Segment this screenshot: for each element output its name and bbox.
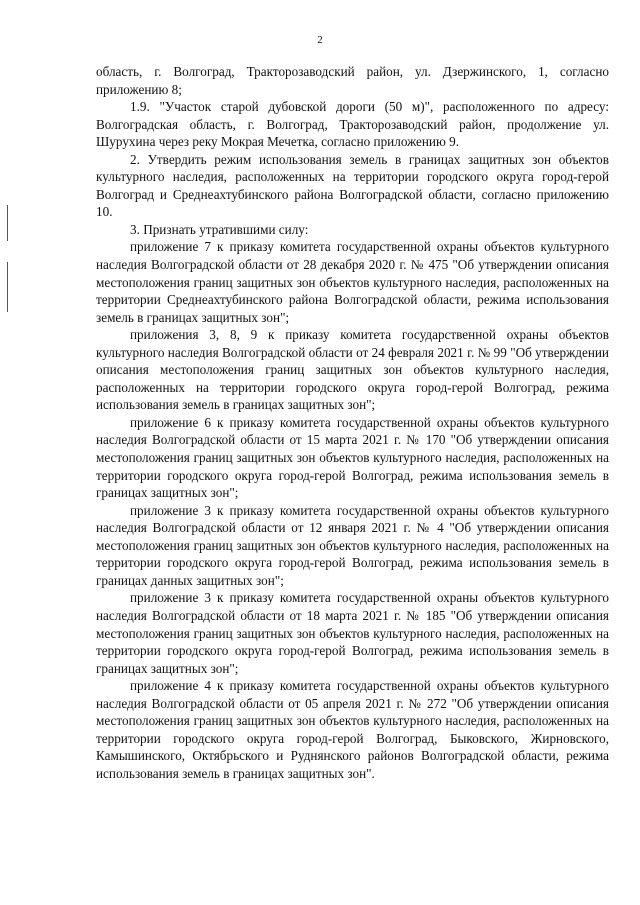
scan-edge-mark bbox=[7, 205, 8, 241]
paragraph-item-3: 3. Признать утратившими силу: bbox=[130, 221, 309, 237]
document-body bbox=[96, 63, 609, 782]
repealed-appendix-4: приложение 3 к приказу комитета государственной охраны объектов культурного наследия Волгоградской области от 12 января 2021 г. № 4 "Об утверждении описания местоположения границ защитных зон объектов культурного наследия, расположенных на территории городского округа город-герой Волгоград, режима использования земель в границах данных защитных зон"; bbox=[96, 502, 609, 588]
paragraph-item-1-9: 1.9. "Участок старой дубовской дороги (50 м)", расположенного по адресу: Волгоградская область, г. Волгоград, Тракторозаводский район, продолжение ул. Шурухина через реку Мокрая Мечетка, согласно приложению 9. bbox=[96, 99, 609, 150]
page-number: 2 bbox=[317, 34, 323, 46]
repealed-appendix-3: приложение 6 к приказу комитета государственной охраны объектов культурного наследия Волгоградской области от 15 марта 2021 г. № 170 "Об утверждении описания местоположения границ защитных зон объектов культурного наследия, расположенных на территории городского округа город-герой Волгоград, режима использования земель в границах защитных зон"; bbox=[96, 414, 609, 501]
paragraph-continuation: область, г. Волгоград, Тракторозаводский район, ул. Дзержинского, 1, согласно приложению 8; bbox=[96, 64, 609, 97]
paragraph-item-2: 2. Утвердить режим использования земель в границах защитных зон объектов культурного наследия, расположенных на территории городского округа город-герой Волгоград и Среднеахтубинского района Волгоградской области, согласно приложению 10. bbox=[96, 151, 609, 220]
repealed-appendix-5: приложение 3 к приказу комитета государственной охраны объектов культурного наследия Волгоградской области от 18 марта 2021 г. № 185 "Об утверждении описания местоположения границ защитных зон объектов культурного наследия, расположенных на территории городского округа город-герой Волгоград, режима использования земель в границах защитных зон"; bbox=[96, 590, 609, 676]
repealed-appendix-2: приложения 3, 8, 9 к приказу комитета государственной охраны объектов культурного наследия Волгоградской области от 24 февраля 2021 г. № 99 "Об утверждении описания местоположения границ защитных зон объектов культурного наследия, расположенных на территории городского округа город-герой Волгоград, режима использования земель в границах защитных зон"; bbox=[96, 327, 609, 413]
repealed-appendix-1: приложение 7 к приказу комитета государственной охраны объектов культурного наследия Волгоградской области от 28 декабря 2020 г. № 475 "Об утверждении описания местоположения границ защитных зон объектов культурного наследия, расположенных на территории Среднеахтубинского района Волгоградской области, режима использования земель в границах защитных зон"; bbox=[96, 239, 609, 325]
scan-edge-mark bbox=[7, 262, 8, 312]
repealed-appendix-6: приложение 4 к приказу комитета государственной охраны объектов культурного наследия Волгоградской области от 05 апреля 2021 г. № 272 "Об утверждении описания местоположения границ защитных зон объектов культурного наследия, расположенных на территории городского округа город-герой Волгоград, Быковского, Жирновского, Камышинского, Октябрьского и Руднянского районов Волгоградской области, режима использования земель в границах защитных зон". bbox=[96, 678, 609, 781]
